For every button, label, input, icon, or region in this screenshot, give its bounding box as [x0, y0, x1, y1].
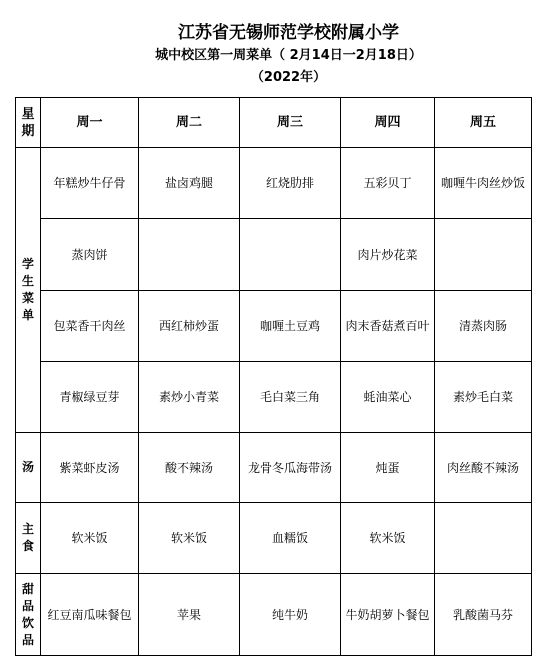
- menu-cell: 年糕炒牛仔骨: [41, 148, 139, 219]
- menu-cell: 咖喱土豆鸡: [240, 291, 341, 362]
- menu-cell: [435, 503, 532, 574]
- menu-cell: 盐卤鸡腿: [139, 148, 240, 219]
- menu-cell: 西红柿炒蛋: [139, 291, 240, 362]
- menu-cell: 毛白菜三角: [240, 362, 341, 433]
- student-row-2: [16, 219, 532, 291]
- menu-cell: 龙骨冬瓜海带汤: [240, 433, 341, 503]
- menu-cell: 蚝油菜心: [341, 362, 435, 433]
- menu-cell: 肉丝酸不辣汤: [435, 433, 532, 503]
- menu-cell: 苹果: [139, 574, 240, 656]
- category-student: 学生菜单: [16, 148, 41, 433]
- menu-cell: 纯牛奶: [240, 574, 341, 656]
- dessert-row: [16, 574, 532, 656]
- student-row-1: [16, 148, 532, 219]
- menu-cell: 乳酸菌马芬: [435, 574, 532, 656]
- student-row-3: [16, 291, 532, 362]
- menu-cell: 红豆南瓜味餐包: [41, 574, 139, 656]
- menu-cell: 酸不辣汤: [139, 433, 240, 503]
- menu-cell: 牛奶胡萝卜餐包: [341, 574, 435, 656]
- menu-cell: 软米饭: [341, 503, 435, 574]
- day-wednesday: 周三: [240, 98, 341, 148]
- menu-cell: [139, 219, 240, 291]
- menu-cell: 蒸肉饼: [41, 219, 139, 291]
- menu-cell: 素炒毛白菜: [435, 362, 532, 433]
- category-soup: 汤: [16, 433, 41, 503]
- category-staple: 主食: [16, 503, 41, 574]
- menu-cell: 五彩贝丁: [341, 148, 435, 219]
- menu-cell: [240, 219, 341, 291]
- menu-cell: 紫菜虾皮汤: [41, 433, 139, 503]
- menu-cell: 肉片炒花菜: [341, 219, 435, 291]
- category-dessert: 甜品饮品: [16, 574, 41, 656]
- menu-cell: 肉末香菇煮百叶: [341, 291, 435, 362]
- day-thursday: 周四: [341, 98, 435, 148]
- menu-table: [15, 97, 532, 656]
- menu-cell: 炖蛋: [341, 433, 435, 503]
- school-title: 江苏省无锡师范学校附属小学: [178, 23, 399, 43]
- menu-cell: 包菜香干肉丝: [41, 291, 139, 362]
- soup-row: [16, 433, 532, 503]
- menu-cell: 咖喱牛肉丝炒饭: [435, 148, 532, 219]
- menu-subtitle: 城中校区第一周菜单（ 2月14日一2月18日）: [155, 48, 422, 63]
- corner-cell: 星期: [16, 98, 41, 148]
- menu-cell: 素炒小青菜: [139, 362, 240, 433]
- day-friday: 周五: [435, 98, 532, 148]
- menu-cell: 青椒绿豆芽: [41, 362, 139, 433]
- menu-cell: 软米饭: [41, 503, 139, 574]
- menu-cell: 清蒸肉肠: [435, 291, 532, 362]
- menu-cell: 血糯饭: [240, 503, 341, 574]
- menu-year: （2022年）: [250, 70, 327, 85]
- day-tuesday: 周二: [139, 98, 240, 148]
- day-monday: 周一: [41, 98, 139, 148]
- menu-cell: 软米饭: [139, 503, 240, 574]
- menu-cell: 红烧肋排: [240, 148, 341, 219]
- header-row: [16, 98, 532, 148]
- menu-cell: [435, 219, 532, 291]
- staple-row: [16, 503, 532, 574]
- student-row-4: [16, 362, 532, 433]
